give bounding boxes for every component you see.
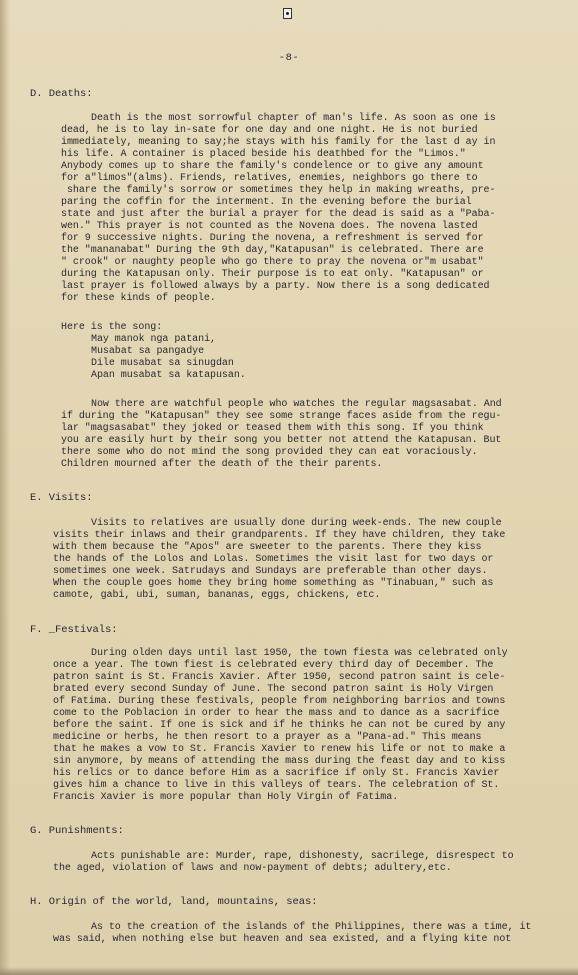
text-line: the "mananabat" During the 9th day,"Katapusan" is celebrated. There are (61, 245, 484, 256)
page-left-shadow (0, 0, 10, 975)
text-line: that he makes a vow to St. Francis Xavier to renew his life or not to make a (53, 744, 506, 755)
text-line: state and just after the burial a prayer for the dead is said as a "Paba- (61, 209, 496, 220)
text-line: of Fatima. During these festivals, people from neighboring barrios and towns (53, 696, 506, 707)
text-line: was said, when nothing else but heaven and sea existed, and a flying kite not (53, 934, 512, 945)
text-line: his life. A container is placed beside his deathbed for the "Limos." (61, 149, 466, 160)
text-line: Francis Xavier is more popular than Holy Virgin of Fatima. (53, 792, 399, 803)
text-line: with them because the "Apos" are sweeter to the parents. There they kiss (53, 542, 482, 553)
section-heading-visits: E. Visits: (30, 492, 93, 504)
binder-clip-icon (283, 8, 292, 19)
text-line: patron saint is St. Francis Xavier. After 1950, second patron saint is cele- (53, 672, 506, 683)
text-line: Death is the most sorrowful chapter of man's life. As soon as one is (91, 113, 496, 124)
text-line: come to the Poblacion in order to hear the mass and to dance as a sacrifice (53, 708, 500, 719)
text-line: last prayer is followed always by a party. Now there is a song dedicated (61, 281, 490, 292)
song-line: Dile musabat sa sinugdan (91, 358, 234, 369)
text-line: during the Katapusan only. Their purpose is to eat only. "Katapusan" or (61, 269, 484, 280)
text-line: dead, he is to lay in-sate for one day and one night. He is not buried (61, 125, 478, 136)
section-heading-festivals: F. _Festivals: (30, 624, 118, 636)
text-line: the aged, violation of laws and now-payment of debts; adultery,etc. (53, 863, 452, 874)
text-line: " crook" or naughty people who go there to pray the novena or"m usabat" (61, 257, 484, 268)
text-line: Acts punishable are: Murder, rape, dishonesty, sacrilege, disrespect to (91, 851, 514, 862)
text-line: share the family's sorrow or sometimes they help in making wreaths, pre- (61, 185, 496, 196)
text-line: the hands of the Lolos and Lolas. Sometimes the visit last for two days or (53, 554, 494, 565)
text-line: before the saint. If one is sick and if he thinks he can not be cured by any (53, 720, 506, 731)
text-line: gives him a chance to live in this valleys of tears. The celebration of St. (53, 780, 500, 791)
section-heading-origin: H. Origin of the world, land, mountains, seas: (30, 896, 318, 908)
text-line: for a"limos"(alms). Friends, relatives, enemies, neighbors go there to (61, 173, 478, 184)
song-line: Musabat sa pangadye (91, 346, 205, 357)
text-line: for 9 successive nights. During the novena, a refreshment is served for (61, 233, 484, 244)
section-heading-punishments: G. Punishments: (30, 825, 124, 837)
text-line: you are easily hurt by their song you better not attend the Katapusan. But (61, 435, 502, 446)
text-line: visits their inlaws and their grandparents. If they have children, they take (53, 530, 506, 541)
text-line: immediately, meaning to say;he stays with his family for the last d ay in (61, 137, 496, 148)
text-line: there some who do not mind the song provided they can eat voraciously. (61, 447, 478, 458)
text-line: During olden days until last 1950, the town fiesta was celebrated only (91, 648, 508, 659)
text-line: for these kinds of people. (61, 293, 216, 304)
song-intro: Here is the song: (61, 322, 163, 333)
text-line: lar "magsasabat" they joked or teased them with this song. If you think (61, 423, 484, 434)
text-line: Children mourned after the death of the their parents. (61, 459, 383, 470)
text-line: paring the coffin for the interment. In the evening before the burial (61, 197, 472, 208)
text-line: wen." This prayer is not counted as the Novena does. The novena lasted (61, 221, 478, 232)
text-line: if during the "Katapusan" they see some strange faces aside from the regu- (61, 411, 502, 422)
song-line: May manok nga patani, (91, 334, 216, 345)
section-heading-deaths: D. Deaths: (30, 88, 93, 100)
page-bottom-edge (0, 967, 578, 975)
text-line: sin anymore, by means of attending the mass during the feast day and to kiss (53, 756, 506, 767)
text-line: brated every second Sunday of June. The second patron saint is Holy Virgen (53, 684, 494, 695)
song-line: Apan musabat sa katapusan. (91, 370, 246, 381)
text-line: Now there are watchful people who watches the regular magsasabat. And (91, 399, 502, 410)
text-line: medicine or herbs, he then resort to a prayer as a "Pana-ad." This means (53, 732, 482, 743)
page-number: -8- (278, 52, 300, 64)
text-line: sometimes one week. Satrudays and Sundays are preferable than other days. (53, 566, 488, 577)
text-line: Anybody comes up to share the family's condelence or to give any amount (61, 161, 484, 172)
text-line: Visits to relatives are usually done during week-ends. The new couple (91, 518, 502, 529)
text-line: his relics or to dance before Him as a sacrifice if only St. Francis Xavier (53, 768, 500, 779)
text-line: When the couple goes home they bring home something as "Tinabuan," such as (53, 578, 494, 589)
text-line: once a year. The town fiest is celebrated every third day of December. The (53, 660, 494, 671)
text-line: camote, gabi, ubi, suman, bananas, eggs, chickens, etc. (53, 590, 381, 601)
text-line: As to the creation of the islands of the Philippines, there was a time, it (91, 922, 532, 933)
